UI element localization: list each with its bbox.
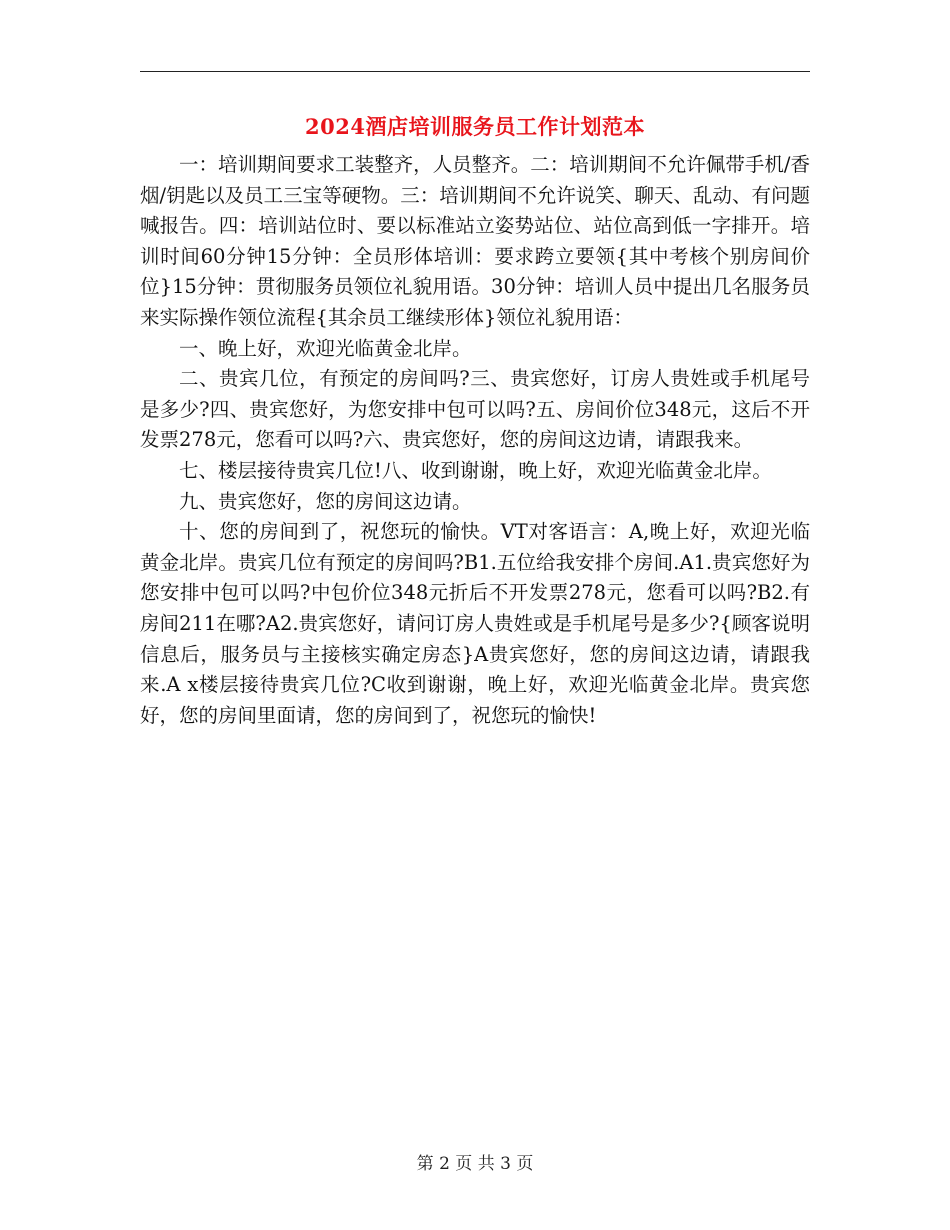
paragraph-greeting-9: 九、贵宾您好，您的房间这边请。 [179,489,472,513]
paragraph-greeting-2-6: 二、贵宾几位，有预定的房间吗?三、贵宾您好，订房人贵姓或手机尾号是多少?四、贵宾您好，为您安排中包可以吗?五、房间价位348元，这后不开发票278元，您看可以吗?六、贵宾您好，您的房间这边请，请跟我来。 [140,367,810,452]
paragraph-greeting-7-8: 七、楼层接待贵宾几位!八、收到谢谢，晚上好，欢迎光临黄金北岸。 [179,458,772,482]
paragraph-greeting-10-dialogue: 十、您的房间到了，祝您玩的愉快。VT对客语言：A,晚上好，欢迎光临黄金北岸。贵宾几位有预定的房间吗?B1.五位给我安排个房间.A1.贵宾您好为您安排中包可以吗?中包价位348元折后不开发票278元，您看可以吗?B2.有房间211在哪?A2.贵宾您好，请问订房人贵姓或是手机尾号是多少?{顾客说明信息后，服务员与主接核实确定房态}A贵宾您好，您的房间这边请，请跟我来.A x楼层接待贵宾几位?C收到谢谢，晚上好，欢迎光临黄金北岸。贵宾您好，您的房间里面请，您的房间到了，祝您玩的愉快! [140,520,810,727]
document-body [140,150,810,731]
header-rule [140,71,810,72]
paragraph-greeting-1: 一、晚上好，欢迎光临黄金北岸。 [179,336,472,360]
paragraph-training-rules: 一：培训期间要求工装整齐，人员整齐。二：培训期间不允许佩带手机/香烟/钥匙以及员工三宝等硬物。三：培训期间不允许说笑、聊天、乱动、有问题喊报告。四：培训站位时、要以标准站立姿势站位、站位高到低一字排开。培训时间60分钟15分钟：全员形体培训：要求跨立要领{其中考核个别房间价位}15分钟：贯彻服务员领位礼貌用语。30分钟：培训人员中提出几名服务员来实际操作领位流程{其余员工继续形体}领位礼貌用语： [140,153,810,329]
document-title: 2024酒店培训服务员工作计划范本 [305,114,645,139]
page-number: 第 2 页 共 3 页 [416,1154,534,1174]
